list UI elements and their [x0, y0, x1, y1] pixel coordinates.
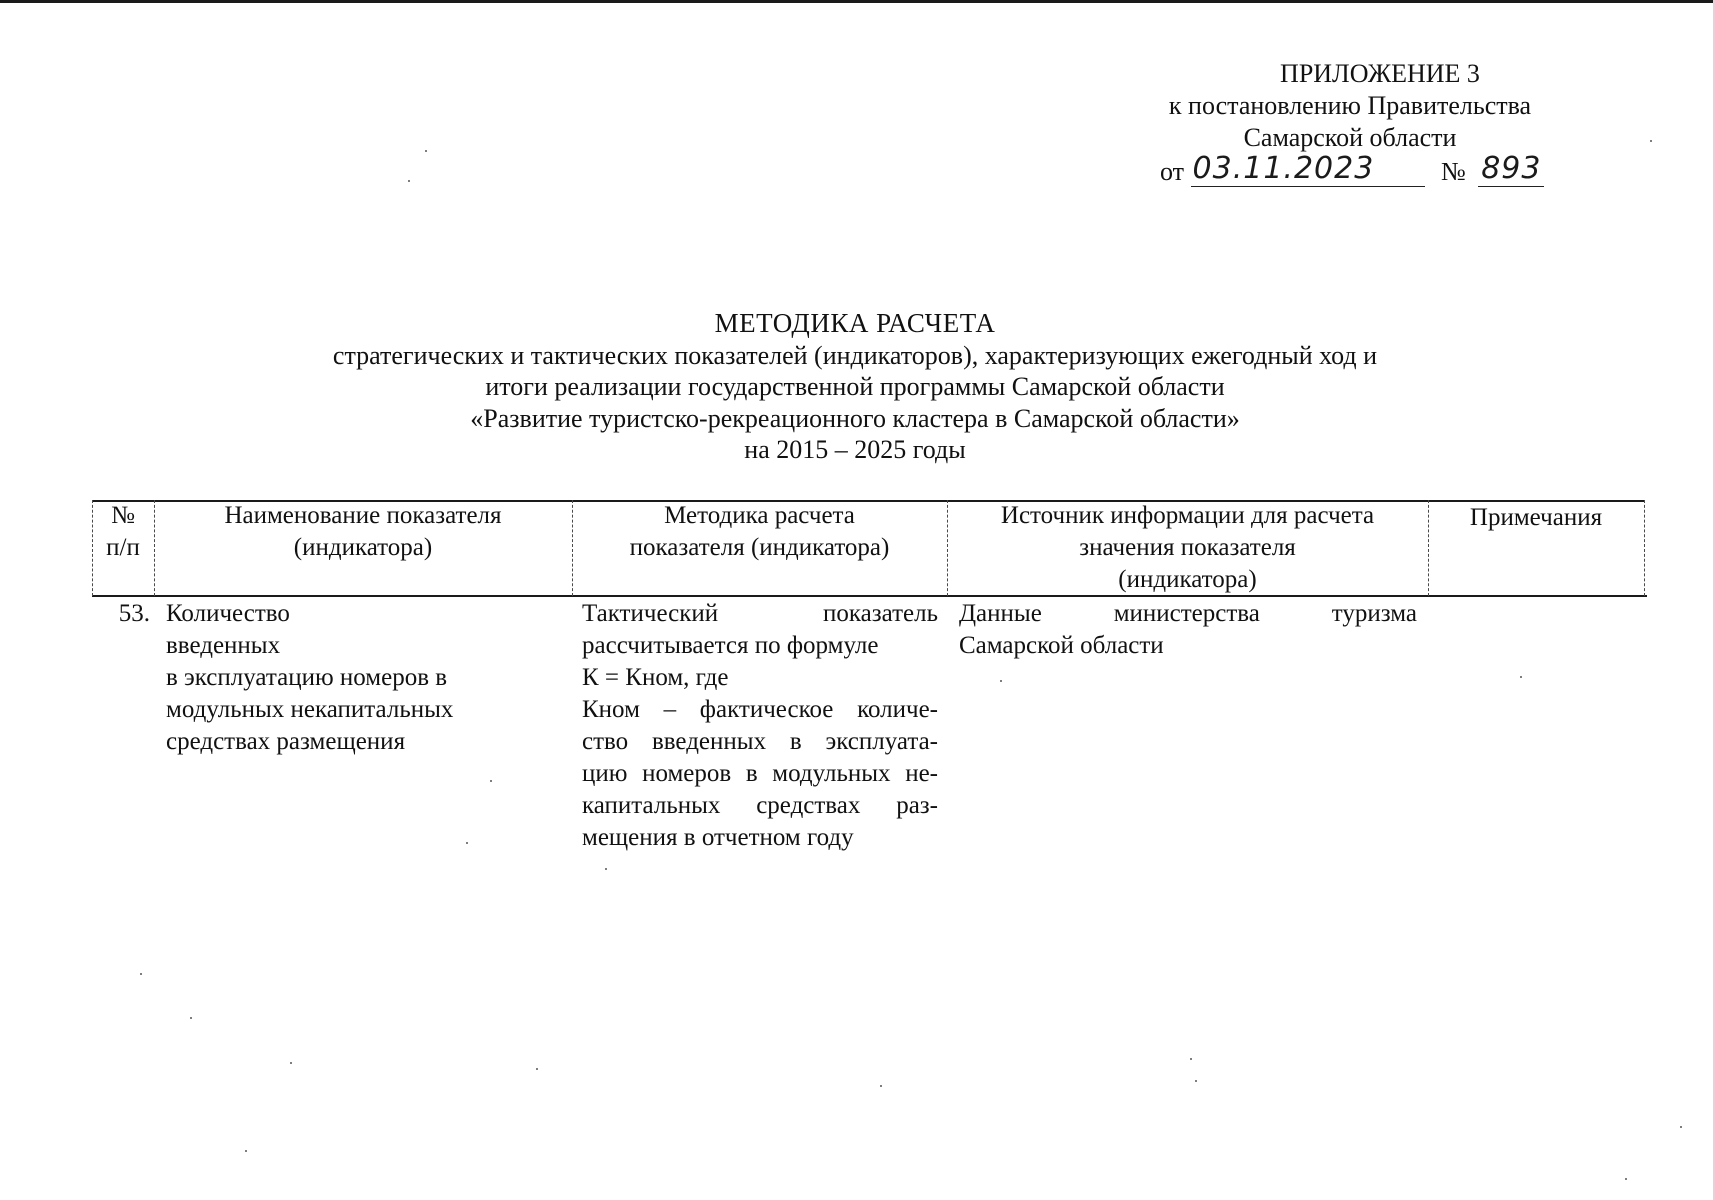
name-line: в эксплуатацию номеров в	[166, 664, 448, 691]
name-line: модульных некапитальных	[166, 696, 454, 723]
header-method-line-1: Методика расчета	[664, 502, 855, 529]
header-method-line-2: показателя (индикатора)	[629, 534, 890, 561]
title-main: МЕТОДИКА РАСЧЕТА	[714, 308, 996, 338]
scan-speck	[245, 1150, 247, 1152]
scan-speck	[490, 780, 492, 782]
title-line-1: стратегических и тактических показателей (индикаторов), характеризующих ежегодный ход и	[332, 340, 1378, 370]
from-label: от	[1160, 157, 1185, 186]
header-num	[92, 500, 154, 564]
title-line-2: итоги реализации государственной программы Самарской области	[485, 372, 1225, 401]
header-name-line-2: (индикатора)	[293, 534, 433, 561]
method-line: Тактический показатель	[582, 600, 938, 627]
title-line-3: «Развитие туристско-рекреационного кластера в Самарской области»	[470, 403, 1240, 433]
scan-speck	[605, 868, 607, 870]
method-line: капитальных средствах раз-	[582, 792, 938, 819]
indicators-table	[92, 500, 1647, 850]
method-line: мещения в отчетном году	[582, 824, 854, 851]
method-line: Кном – фактическое количе-	[582, 696, 938, 723]
appendix-subtitle: к постановлению Правительства	[1168, 91, 1532, 120]
scan-speck	[408, 180, 410, 182]
scan-speck	[425, 150, 427, 152]
method-formula: К = Кном, где	[582, 664, 729, 691]
scan-speck	[1650, 140, 1652, 142]
row-method	[582, 598, 938, 854]
page-top-border	[0, 0, 1715, 3]
header-source-line-1: Источник информации для расчета	[1000, 502, 1375, 529]
header-num-line-2: п/п	[106, 534, 140, 561]
col-divider-5	[1644, 500, 1645, 596]
document-title	[200, 308, 1510, 466]
name-line: Количество	[166, 600, 290, 627]
appendix-date-number	[1160, 152, 1544, 188]
row-indicator-name	[166, 598, 566, 758]
method-line: ство введенных в эксплуата-	[582, 728, 938, 755]
method-line: рассчитывается по формуле	[582, 632, 879, 659]
row-number	[92, 598, 150, 630]
scan-speck	[1195, 1080, 1197, 1082]
header-method	[572, 500, 947, 564]
handwritten-number: 893	[1478, 152, 1544, 187]
name-line: введенных	[166, 632, 281, 659]
appendix-header	[1140, 58, 1560, 154]
scan-speck	[190, 1017, 192, 1019]
number-label: №	[1441, 157, 1466, 186]
appendix-region: Самарской области	[1243, 123, 1457, 152]
name-line: средствах размещения	[166, 728, 406, 755]
scan-speck	[1520, 676, 1522, 678]
scan-speck	[140, 973, 142, 975]
handwritten-date: 03.11.2023	[1191, 152, 1425, 187]
title-line-4: на 2015 – 2025 годы	[744, 435, 966, 464]
row-number-value: 53.	[118, 600, 150, 627]
source-line: Самарской области	[959, 632, 1164, 659]
scan-speck	[880, 1085, 882, 1087]
header-source	[947, 500, 1428, 596]
scan-speck	[1000, 680, 1002, 682]
scan-speck	[536, 1068, 538, 1070]
scan-speck	[466, 842, 468, 844]
header-name	[154, 500, 572, 564]
header-source-line-3: (индикатора)	[1118, 566, 1257, 593]
scan-speck	[1680, 1126, 1682, 1128]
header-source-line-2: значения показателя	[1079, 534, 1296, 561]
appendix-title: ПРИЛОЖЕНИЕ 3	[1280, 59, 1480, 88]
method-line: цию номеров в модульных не-	[582, 760, 938, 787]
scan-speck	[1625, 1178, 1627, 1180]
scan-speck	[290, 1062, 292, 1064]
header-notes	[1428, 502, 1644, 534]
header-name-line-1: Наименование показателя	[224, 502, 502, 529]
source-line: Данные министерства туризма	[959, 600, 1417, 627]
scan-speck	[1190, 1058, 1192, 1060]
header-num-line-1: №	[111, 502, 135, 529]
header-notes-label: Примечания	[1469, 504, 1603, 531]
row-source	[959, 598, 1417, 662]
